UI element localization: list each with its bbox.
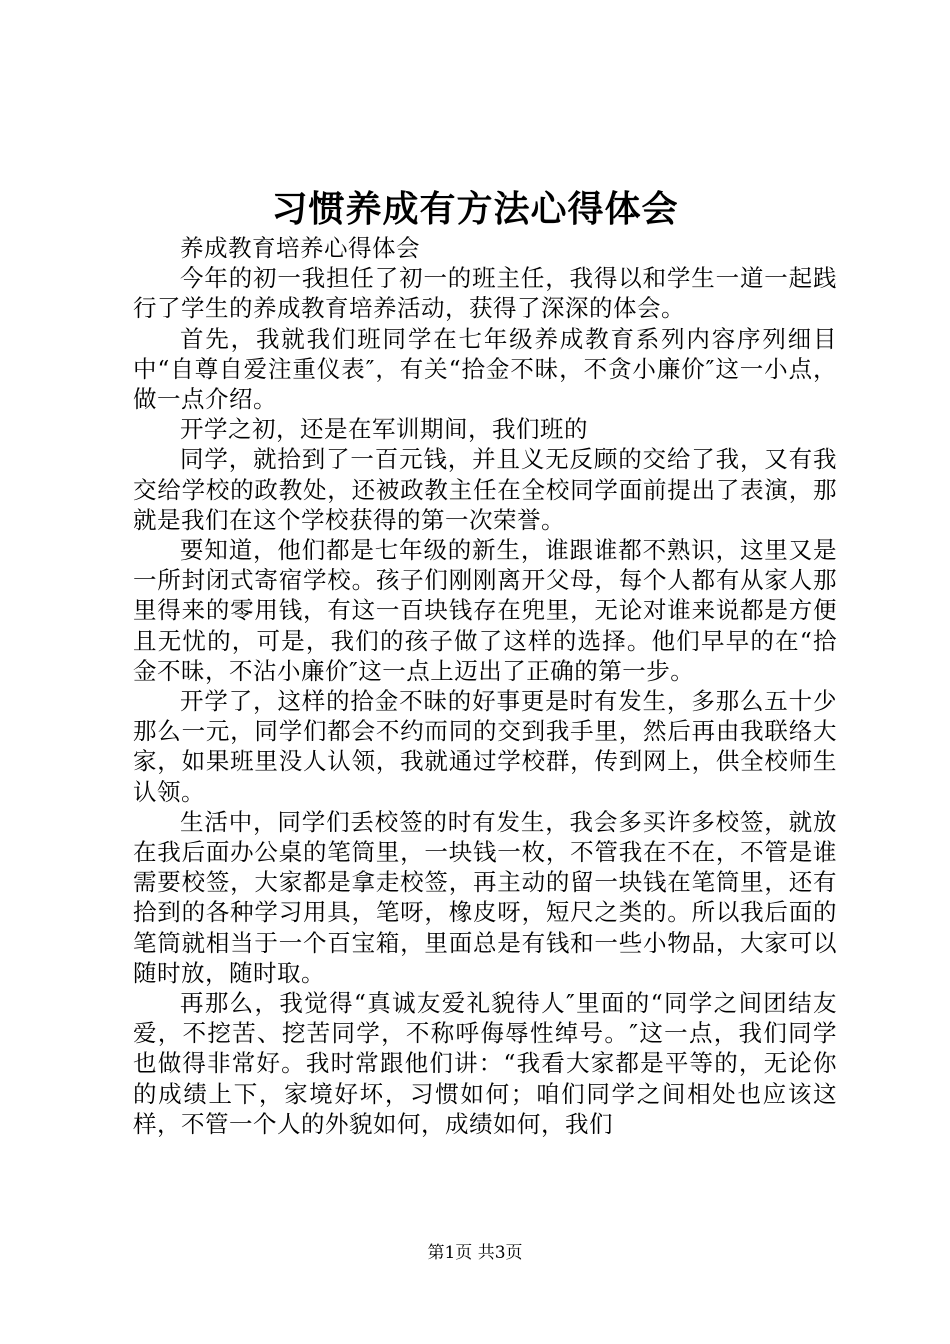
paragraph: 要知道，他们都是七年级的新生，谁跟谁都不熟识，这里又是一所封闭式寄宿学校。孩子们刚刚离开父母，每个人都有从家人那里得来的零用钱，有这一百块钱存在兜里，无论对谁来说都是方便且无忧的，可是，我们的孩子做了这样的选择。他们早早的在“拾金不昧，不沾小廉价″这一点上迈出了正确的第一步。 — [133, 536, 837, 685]
paragraph: 养成教育培养心得体会 — [180, 234, 420, 262]
paragraph: 开学了，这样的拾金不昧的好事更是时有发生，多那么五十少那么一元，同学们都会不约而同的交到我手里，然后再由我联络大家，如果班里没人认领，我就通过学校群，传到网上，供全校师生认领。 — [133, 687, 837, 806]
document-title: 习惯养成有方法心得体会 — [271, 188, 679, 230]
paragraph: 再那么，我觉得“真诚友爱礼貌待人″里面的“同学之间团结友爱，不挖苦、挖苦同学，不称呼侮辱性绰号。″这一点，我们同学也做得非常好。我时常跟他们讲：“我看大家都是平等的，无论你的成绩上下，家境好坏，习惯如何；咱们同学之间相处也应该这样，不管一个人的外貌如何，成绩如何，我们 — [133, 989, 837, 1138]
paragraph: 首先，我就我们班同学在七年级养成教育系列内容序列细目中“自尊自爱注重仪表″，有关“拾金不昧，不贪小廉价″这一小点，做一点介绍。 — [133, 324, 837, 414]
paragraph: 开学之初，还是在军训期间，我们班的 — [180, 415, 588, 444]
page-number: 第1页 共3页 — [427, 1243, 523, 1263]
paragraph: 今年的初一我担任了初一的班主任，我得以和学生一道一起践行了学生的养成教育培养活动，获得了深深的体会。 — [133, 264, 837, 323]
paragraph: 生活中，同学们丢校签的时有发生，我会多买许多校签，就放在我后面办公桌的笔筒里，一块钱一枚，不管我在不在，不管是谁需要校签，大家都是拿走校签，再主动的留一块钱在笔筒里，还有拾到的各种学习用具，笔呀，橡皮呀，短尺之类的。所以我后面的笔筒就相当于一个百宝箱，里面总是有钱和一些小物品，大家可以随时放，随时取。 — [133, 807, 837, 987]
paragraph: 同学，就拾到了一百元钱，并且义无反顾的交给了我，又有我交给学校的政教处，还被政教主任在全校同学面前提出了表演，那就是我们在这个学校获得的第一次荣誉。 — [133, 445, 837, 534]
page-footer — [0, 1241, 950, 1265]
document-body — [133, 233, 837, 1139]
